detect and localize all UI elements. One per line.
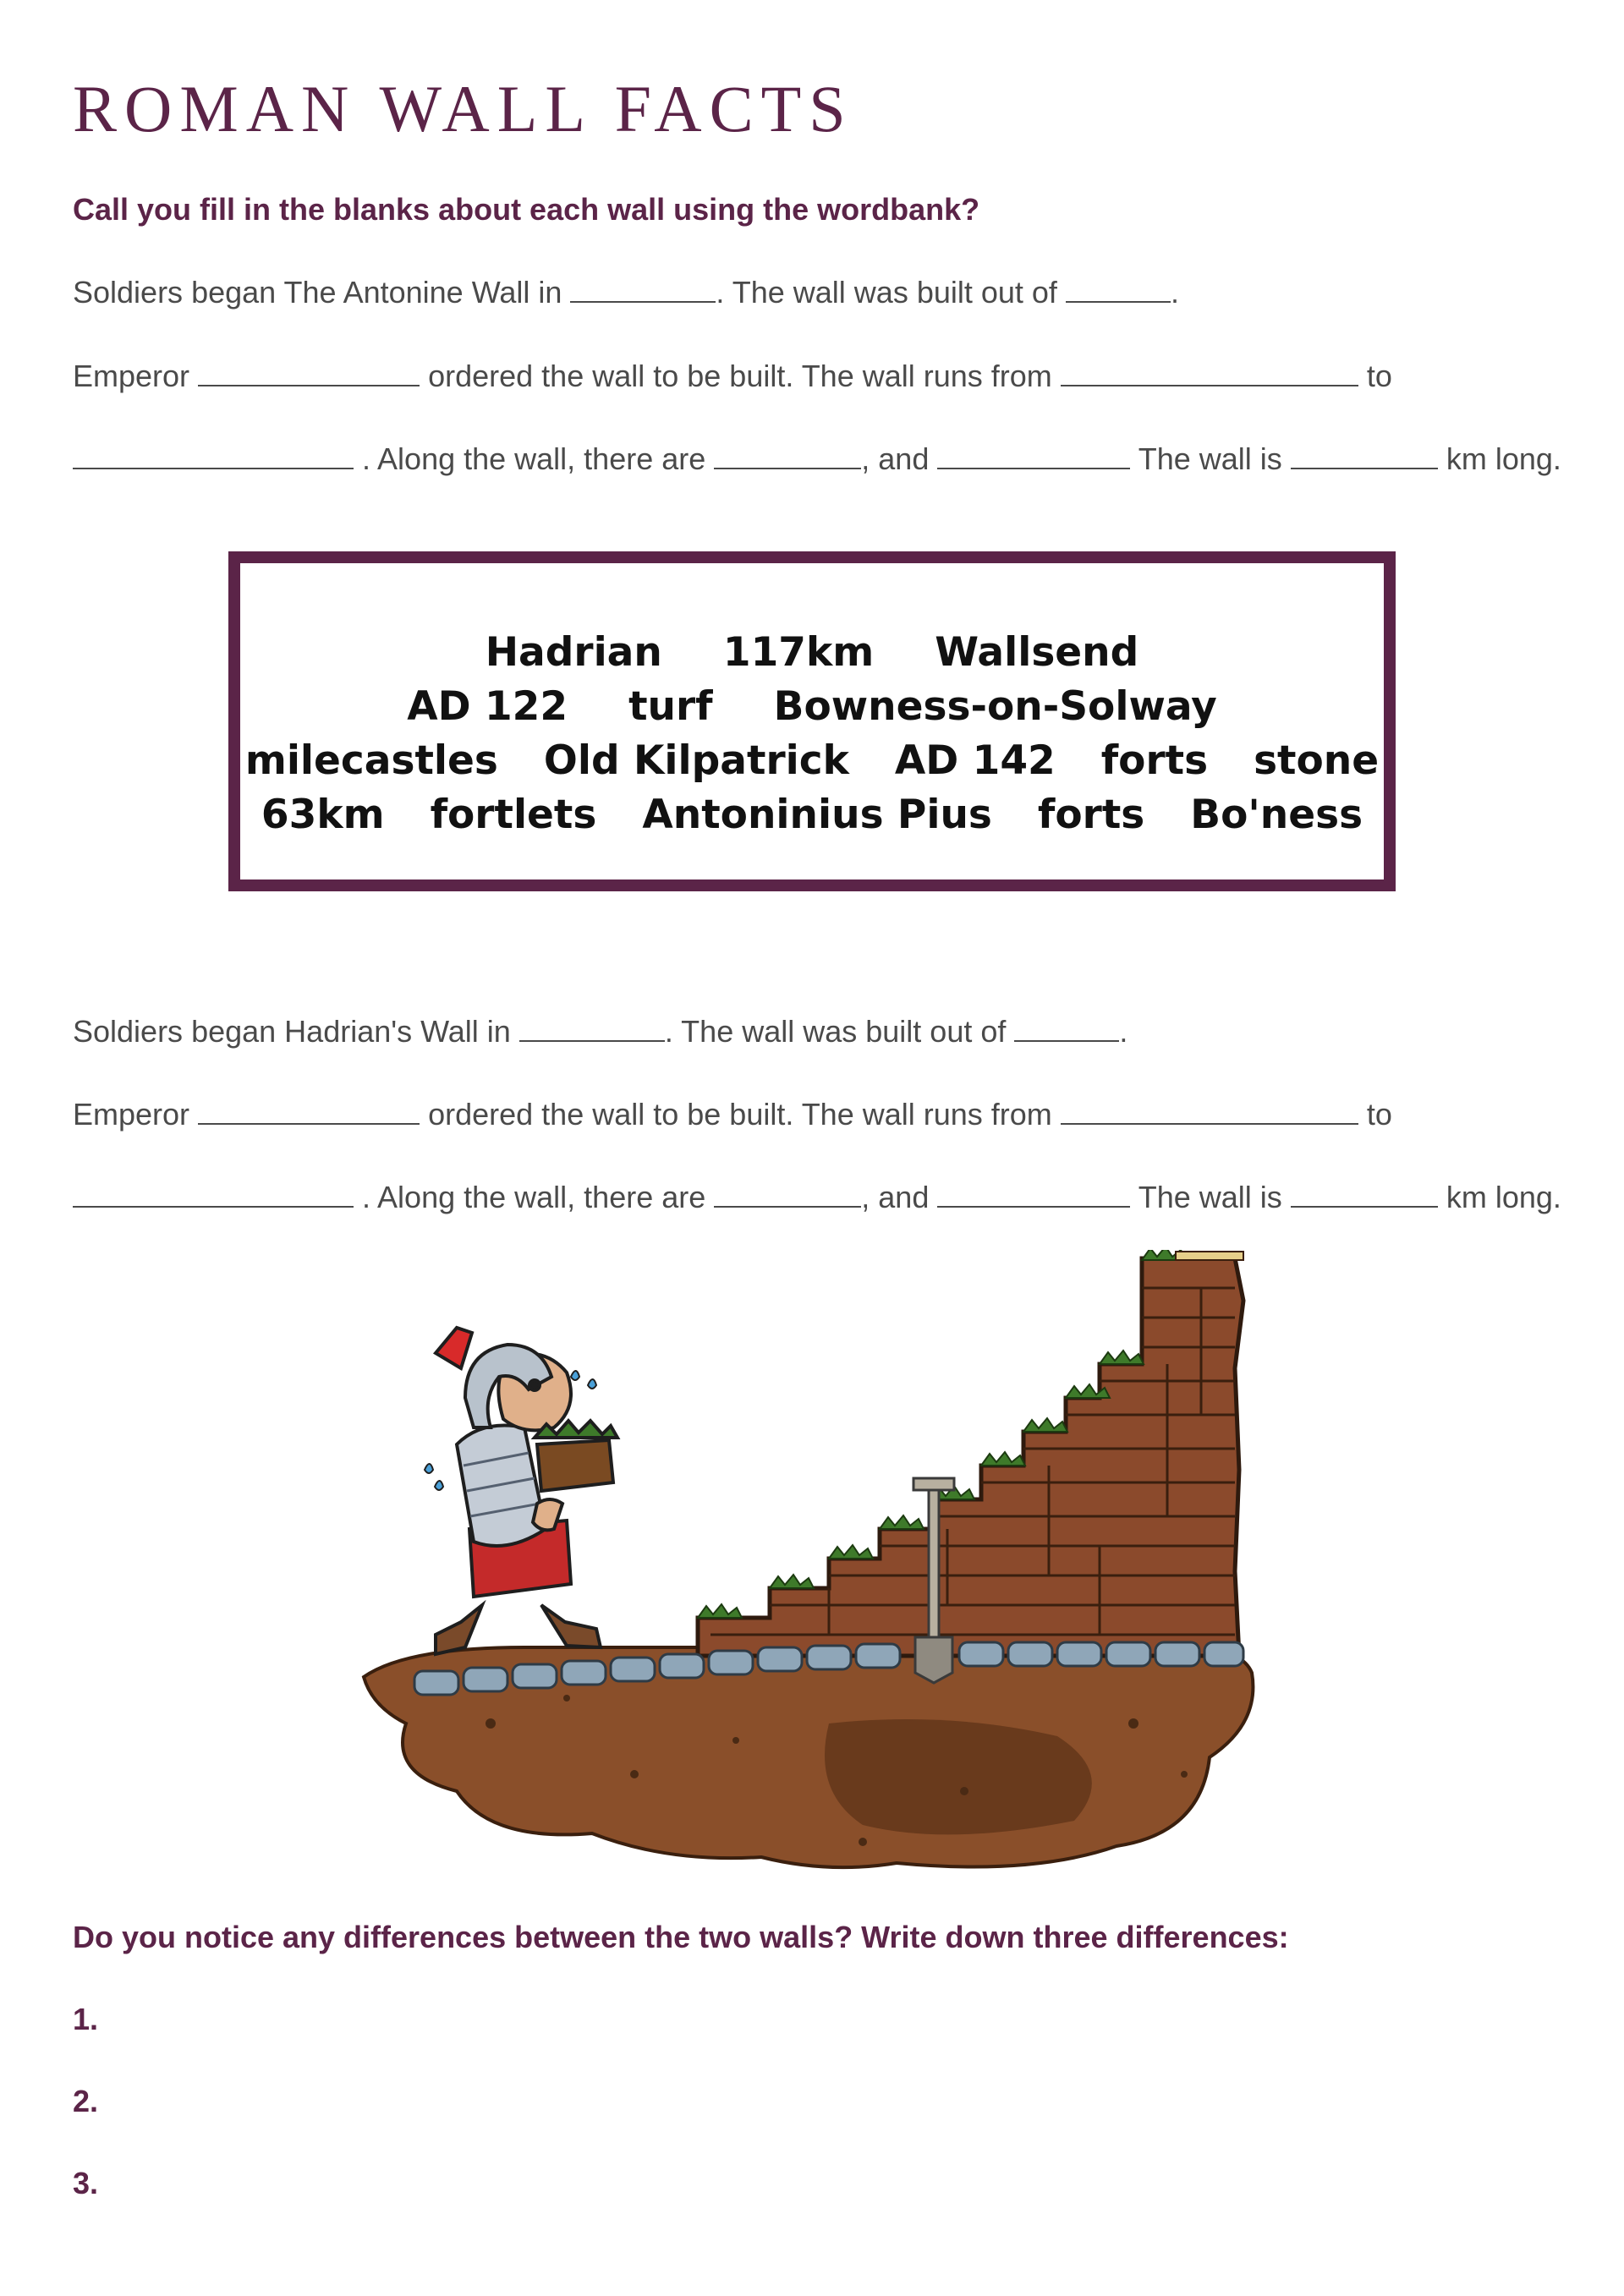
wordbank-box <box>228 551 1396 891</box>
antonine-line-3: . Along the wall, there are , and The wall is km long. <box>73 444 1561 474</box>
wordbank-word: AD 142 <box>894 737 1056 784</box>
blank-input[interactable] <box>714 446 861 469</box>
wordbank-row-2 <box>240 683 1384 730</box>
blank-input[interactable] <box>73 1184 354 1208</box>
blank-input[interactable] <box>73 446 354 469</box>
blank-input[interactable] <box>1291 1184 1438 1208</box>
answer-3[interactable]: 3. <box>73 2166 99 2200</box>
wordbank-word: forts <box>1100 737 1209 784</box>
blank-input[interactable] <box>1066 279 1171 303</box>
soldier-figure <box>436 1328 617 1654</box>
hadrian-line-1: Soldiers began Hadrian's Wall in . The wall was built out of . <box>73 1014 1128 1049</box>
blank-input[interactable] <box>519 1018 665 1042</box>
wordbank-word: 117km <box>722 629 875 676</box>
hadrian-line-2: Emperor ordered the wall to be built. The wall runs from to <box>73 1097 1392 1132</box>
wordbank-word: Wallsend <box>935 629 1139 676</box>
hadrian-line-3: . Along the wall, there are , and The wall is km long. <box>73 1182 1561 1213</box>
blank-input[interactable] <box>1014 1018 1119 1042</box>
wordbank-word: Bo'ness <box>1190 792 1363 838</box>
antonine-line-2: Emperor ordered the wall to be built. The wall runs from to <box>73 359 1392 393</box>
wordbank-row-3 <box>240 737 1384 784</box>
wordbank-word: Antoninius Pius <box>642 792 992 838</box>
blank-input[interactable] <box>198 363 420 386</box>
instruction-text: Call you fill in the blanks about each wall using the wordbank? <box>73 192 980 227</box>
differences-question: Do you notice any differences between the two walls? Write down three differences: <box>73 1920 1289 1954</box>
wordbank-word: fortlets <box>430 792 597 838</box>
wordbank-word: forts <box>1037 792 1145 838</box>
wordbank-row-4 <box>240 792 1384 838</box>
blank-input[interactable] <box>1061 1101 1358 1125</box>
wordbank-word: Hadrian <box>485 629 662 676</box>
wordbank-word: turf <box>628 683 713 730</box>
wordbank-word: stone <box>1254 737 1380 784</box>
wordbank-row-1 <box>240 629 1384 676</box>
blank-input[interactable] <box>1291 446 1438 469</box>
blank-input[interactable] <box>570 279 716 303</box>
wordbank-word: Bowness-on-Solway <box>773 683 1217 730</box>
blank-input[interactable] <box>937 446 1130 469</box>
wordbank-word: 63km <box>261 792 385 838</box>
blank-input[interactable] <box>937 1184 1130 1208</box>
blank-input[interactable] <box>714 1184 861 1208</box>
wordbank-word: AD 122 <box>407 683 568 730</box>
blank-input[interactable] <box>1061 363 1358 386</box>
roman-soldier-wall-illustration <box>355 1250 1277 1876</box>
wordbank-word: Old Kilpatrick <box>543 737 849 784</box>
antonine-line-1: Soldiers began The Antonine Wall in . The wall was built out of . <box>73 275 1179 310</box>
page-title: ROMAN WALL FACTS <box>73 72 853 145</box>
blank-input[interactable] <box>198 1101 420 1125</box>
wordbank-word: milecastles <box>244 737 498 784</box>
answer-1[interactable]: 1. <box>73 2002 99 2036</box>
answer-2[interactable]: 2. <box>73 2084 99 2118</box>
